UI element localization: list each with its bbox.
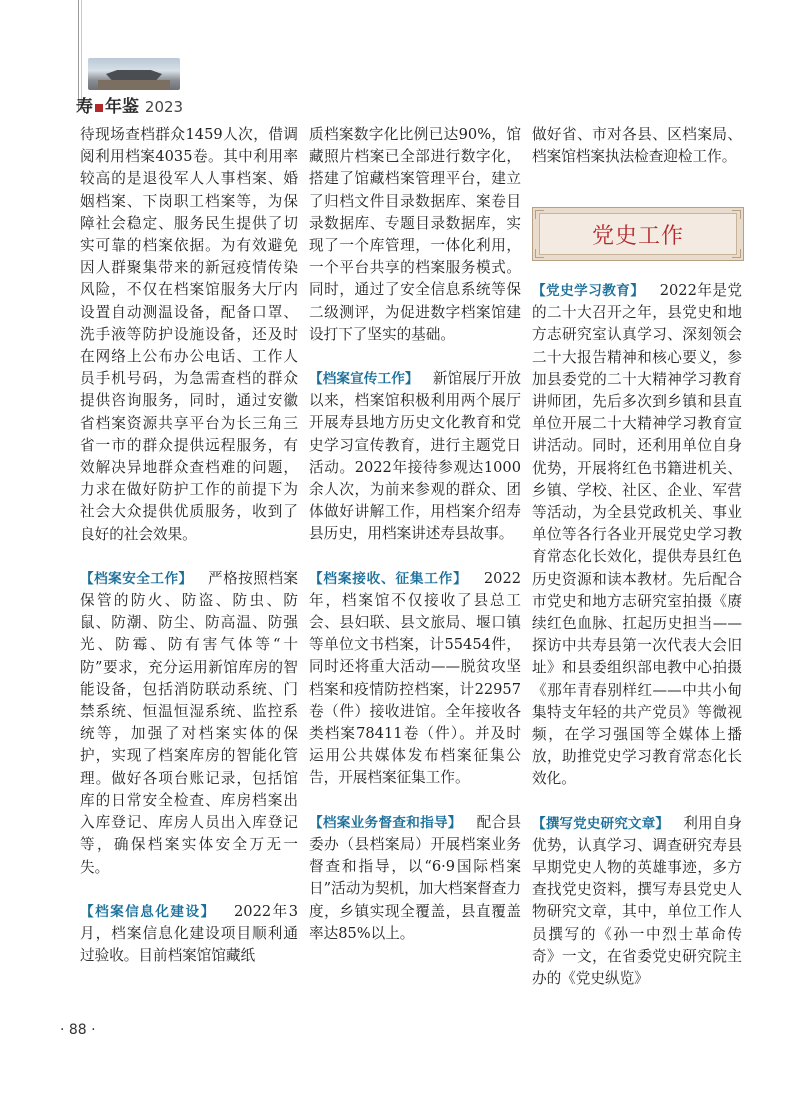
banner-corner-ornament [732, 249, 741, 258]
banner-corner-ornament [732, 210, 741, 219]
paragraph-continued: 做好省、市对各县、区档案局、档案馆档案执法检查迎检工作。 [532, 126, 742, 166]
section-text: 2022年是党的二十大召开之年，县党史和地方志研究室认真学习、深刻领会二十大报告精神和核心要义，参加县委党的二十大精神学习教育讲师团，先后多次到乡镇和县直单位开展二十大精神学习教育宣讲活动。同时，还利用单位自身优势，开展将红色书籍进机关、乡镇、学校、社区、企业、军营等活动，为全县党政机关、事业单位等各行各业开展党史学习教育常态化长效化，提供寿县红色历史资源和读本教材。先后配合市党史和地方志研究室拍摄《赓续红色血脉、扛起历史担当——探访中共寿县第一次代表大会旧址》和县委组织部电教中心拍摄《那年青春别样红——中共小甸集特支年轻的共产党员》等微视频，在学习强国等全媒体上播放，助推党史学习教育常态化长效化。 [532, 282, 743, 788]
landmark-roof [106, 70, 162, 80]
landmark-wall [98, 80, 170, 90]
banner-corner-ornament [535, 249, 544, 258]
logo-character: 寿 [76, 97, 93, 117]
section-label: 【档案接收、征集工作】 [309, 570, 468, 587]
section-label: 【档案安全工作】 [80, 570, 193, 587]
section-text: 严格按照档案保管的防火、防盗、防虫、防鼠、防潮、防尘、防高温、防强光、防霉、防有害气体等“十防”要求，充分运用新馆库房的智能设备，包括消防联动系统、门禁系统、恒温恒湿系统、监控系统等，加强了对档案实体的保护，实现了档案库房的智能化管理。做好各项台账记录，包括馆库的日常安全检查、库房档案出入库登记、库房人员出入库登记等，确保档案实体安全万无一失。 [80, 569, 298, 876]
section-label: 【撰写党史研究文章】 [532, 815, 670, 832]
section-archive-informatization [80, 901, 298, 968]
section-label: 【党史学习教育】 [532, 283, 645, 299]
paragraph-continued: 待现场查档群众1459人次，借调阅利用档案4035卷。其中利用率较高的是退役军人人事档案、婚姻档案、下岗职工档案等，为保障社会稳定、服务民生提供了切实可靠的档案依据。为有效避免因人群聚集带来的新冠疫情传染风险，不仅在档案馆服务大厅内设置自动测温设备，配备口罩、洗手液等防护设施设备，还及时在网络上公布办公电话、工作人员手机号码，为急需查档的群众提供咨询服务，同时，通过安徽省档案资源共享平台为长三角三省一市的群众提供远程服务，有效解决异地群众查档难的问题，力求在做好防护工作的前提下为社会大众提供优质服务，收到了良好的社会效果。 [80, 126, 298, 543]
section-label: 【档案宣传工作】 [309, 371, 419, 388]
section-label: 【档案业务督查和指导】 [309, 814, 462, 831]
section-archive-supervision [309, 812, 521, 945]
section-archive-publicity [309, 368, 521, 546]
yearbook-year: 2023 [144, 98, 184, 116]
section-label: 【档案信息化建设】 [80, 903, 216, 920]
section-text: 2022年，档案馆不仅接收了县总工会、县妇联、县文旅局、堰口镇等单位文书档案，计55454件，同时还将重大活动——脱贫攻坚档案和疫情防控档案，计22957卷（件）接收进馆。全年接收各类档案78411卷（件）。并及时运用公共媒体发布档案征集公告，开展档案征集工作。 [309, 569, 522, 787]
logo-seal-icon [95, 104, 103, 112]
page-number: · 88 · [60, 1022, 96, 1038]
section-text: 2022年3月，档案信息化建设项目顺利通过验收。目前档案馆馆藏纸 [80, 902, 298, 965]
page-header [66, 0, 196, 117]
column-left [80, 124, 298, 967]
column-middle [309, 124, 521, 945]
section-text: 利用自身优势，认真学习、调查研究寿县早期党史人物的英雄事迹，多方查找党史资料，撰写寿县党史人物研究文章，其中，单位工作人员撰写的《孙一中烈士革命传奇》一文，在省委党史研究院主办的《党史纵览》 [532, 814, 742, 988]
party-history-content [532, 280, 742, 990]
section-banner [532, 207, 744, 261]
book-title: 年鉴 [105, 97, 139, 117]
section-archive-collection [309, 568, 521, 790]
section-text: 新馆展厅开放以来，档案馆积极利用两个展厅开展寿县地方历史文化教育和党史学习宣传教育，进行主题党日活动。2022年接待参观达1000余人次，为前来参观的群众、团体做好讲解工作，用档案介绍寿县历史，用档案讲述寿县故事。 [309, 370, 521, 543]
paragraph-continued: 质档案数字化比例已达90%，馆藏照片档案已全部进行数字化，搭建了馆藏档案管理平台，建立了归档文件目录数据库、案卷目录数据库、专题目录数据库，实现了一个库管理，一体化利用，一个平台共享的档案服务模式。同时，通过了安全信息系统等保二级测评，为促进数字档案馆建设打下了坚实的基础。 [309, 126, 521, 343]
yearbook-logo [76, 92, 183, 117]
section-party-history-writing [532, 813, 742, 991]
section-title: 党史工作 [591, 224, 684, 249]
section-text: 配合县委办（县档案局）开展档案业务督查和指导，以“6·9国际档案日”活动为契机，加大档案督查力度，乡镇实现全覆盖，县直覆盖率达85%以上。 [309, 813, 521, 942]
header-landmark-image [88, 58, 180, 90]
banner-corner-ornament [535, 210, 544, 219]
section-party-history-education [532, 280, 742, 791]
section-archive-security [80, 568, 298, 879]
